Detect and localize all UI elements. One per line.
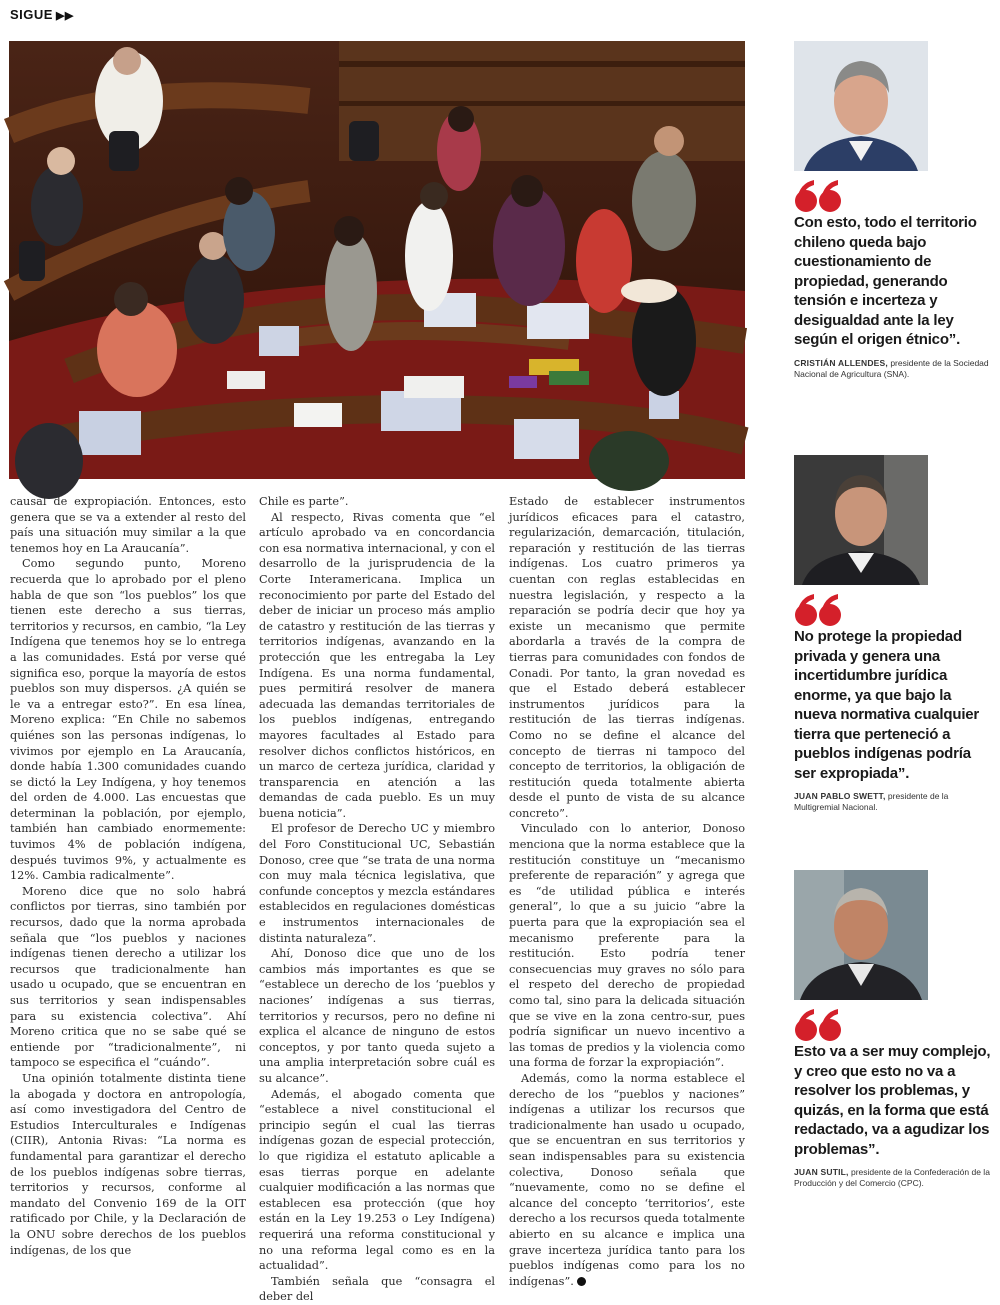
paragraph: Además, el abogado comenta que “establece a nivel constitucional el principio según el cual las tierras indígenas gozan de especial protección, lo que rigidiza el estatuto aplicable a esas tierras porque en adelante cualquier modificación a las normas que establecen esa protección (que hoy están en la Ley 19.253 o Ley Indígena) requerirá una reforma constitucional y no una reforma legal como es en la actualidad”.	[259, 1087, 495, 1273]
quote-attribution	[794, 791, 994, 813]
paragraph: También señala que “consagra el deber del	[259, 1274, 495, 1304]
continued-label	[10, 7, 74, 22]
quote-text: Esto va a ser muy complejo, y creo que esto no va a resolver los problemas, y quizás, en la forma que está redactado, va a agudizar los problemas”.	[794, 1043, 991, 1158]
paragraph: Vinculado con lo anterior, Donoso menciona que la norma establece que la restitución constituye un “mecanismo preferente de reparación” y agrega que es “de utilidad pública e interés general”, lo que a su juicio “abre la puerta para que la expropiación sea el mecanismo preferente para la restitución. Esto podría tener consecuencias muy graves no sólo para el respeto del derecho de propiedad como tal, sino para la delicada situación que se vive en la zona centro-sur, pues podría significar un nuevo incentivo a las tomas de predios y la violencia como una forma de forzar la expropiación”.	[509, 822, 745, 1070]
quote-allendes	[794, 41, 994, 380]
quote-swett	[794, 455, 994, 813]
sigue-text: SIGUE	[10, 7, 53, 22]
paragraph: Chile es parte”.	[259, 495, 349, 508]
paragraph: Estado de establecer instrumentos jurídicos eficaces para el catastro, regularización, demarcación, titulación, reparación y restitución de las tierras indígenas. Los cuatro primeros ya cuentan con reglas establecidas en nuestra legislación, y respecto a la reparación se podría decir que hoy ya existe un mecanismo que permite abordarla a través de la compra de tierras para comunidades con fondos de Conadi. Por tanto, la gran novedad es que el Estado deberá establecer instrumentos jurídicos para la restitución de las tierras indígenas. Como no se define el alcance del concepto de tierras ni tampoco del concepto de territorios, la obligación de restitución queda totalmente abierta desde el punto de vista de su alcance concreto”.	[509, 495, 745, 820]
article-column-2	[259, 494, 495, 1305]
quote-author-role: presidente de la Multigremial Nacional.	[794, 791, 949, 812]
quote-author-role: presidente de la Confederación de la Producción y del Comercio (CPC).	[794, 1167, 990, 1188]
portrait-juan-pablo-swett	[794, 455, 928, 585]
portrait-illustration	[794, 41, 928, 171]
quote-mark-icon	[794, 1008, 994, 1042]
paragraph: Una opinión totalmente distinta tiene la abogada y doctora en antropología, así como investigadora del Centro de Estudios Interculturales e Indígenas (CIIR), Antonia Rivas: “La norma es fundamental para garantizar el derecho de los pueblos indígenas sobre tierras, territorios y recursos, conforme al mandato del Convenio 169 de la OIT ratificado por Chile, y la Declaración de la ONU sobre derechos de los pueblos indígenas, de los que	[10, 1071, 246, 1257]
congress-chamber-photo	[9, 41, 745, 479]
continue-arrows-icon: ▶▶	[55, 10, 74, 22]
paragraph: El profesor de Derecho UC y miembro del Foro Constitucional UC, Sebastián Donoso, cree que “se trata de una norma con muy mala técnica legislativa, que confunde conceptos y mezcla estándares establecidos en regulaciones domésticas e instrumentos internacionales de distinta naturaleza”.	[259, 822, 495, 945]
article-column-3	[509, 494, 745, 1289]
quote-attribution	[794, 358, 994, 380]
quote-author: JUAN PABLO SWETT,	[794, 791, 886, 801]
quote-attribution	[794, 1167, 994, 1189]
portrait-illustration	[794, 870, 928, 1000]
quote-sutil	[794, 870, 994, 1189]
portrait-cristian-allendes	[794, 41, 928, 171]
paragraph: Al respecto, Rivas comenta que “el artículo aprobado va en concordancia con esa normativa internacional, y con el desarrollo de la jurisprudencia de la Corte Interamericana. Implica un reconocimiento por parte del Estado del deber de iniciar un proceso más amplio de catastro y restitución de las tierras y territorios indígenas, avanzando en la protección que les entregaba la Ley Indígena. Es una norma fundamental, pues permitirá resolver de manera adecuada las demandas territoriales de los pueblos indígenas, entregando mayores facultades al Estado para resolver dichos conflictos históricos, en un marco de certeza jurídica, claridad y transparencia en atención a las demandas de cada pueblo. Es un muy buena noticia”.	[259, 510, 495, 820]
quote-author: JUAN SUTIL,	[794, 1167, 849, 1177]
end-of-article-icon	[577, 1277, 586, 1286]
quote-author-role: presidente de la Sociedad Nacional de Agricultura (SNA).	[794, 357, 989, 379]
paragraph	[509, 1071, 745, 1289]
article-column-1	[10, 494, 246, 1258]
paragraph: Como segundo punto, Moreno recuerda que lo aprobado por el pleno habla de que son “los pueblos” los que tienen este derecho a sus tierras, territorios y recursos, en cambio, “la Ley Indígena que tenemos hoy se lo entrega a las comunidades. Está por verse qué significa eso, porque la mayoría de estos pueblos son muy dispersos. ¿A quién se le va a entregar esto?”. En esa línea, Moreno explica: “En Chile no sabemos quiénes son las personas indígenas, lo vivimos por ejemplo en La Araucanía, donde había 1.300 comunidades cuando se dictó la Ley Indígena, y hoy tenemos del orden de 4.000. Las encuestas que determinan la población, por ejemplo, también han cambiado enormemente: tuvimos 4% de población indígena, después tuvimos 9%, y actualmente es 12%. Cambia radicalmente”.	[10, 557, 246, 883]
photo-illustration	[9, 41, 745, 479]
portrait-juan-sutil	[794, 870, 928, 1000]
quote-mark-icon	[794, 179, 994, 213]
quote-text: Con esto, todo el territorio chileno queda bajo cuestionamiento de propiedad, generando tensión e incerteza y desigualdad ante la ley según el origen étnico”.	[794, 214, 977, 348]
quote-text: No protege la propiedad privada y genera una incertidumbre jurídica enorme, ya que bajo la nueva normativa cualquier tierra que perteneció a pueblos indígenas podría ser expropiada”.	[794, 628, 980, 782]
paragraph: causal de expropiación. Entonces, esto genera que se va a extender al resto del país una situación muy similar a la que tenemos hoy en La Araucanía”.	[10, 495, 246, 555]
quote-author: CRISTIÁN ALLENDES,	[794, 357, 888, 368]
portrait-illustration	[794, 455, 928, 585]
paragraph-text: Además, como la norma establece el derecho de los “pueblos y naciones” indígenas a utilizar los recursos que tradicionalmente han usado u ocupado, que se encuentran en sus territorios y sean indispensables para su existencia colectiva, Donoso señala que “nuevamente, como no se define el alcance del concepto ‘territorios’, este derecho a los recursos queda totalmente abierto en su alcance e implica una grave incerteza jurídica tanto para los pueblos indígenas como para los no indígenas”.	[509, 1071, 745, 1288]
paragraph: Ahí, Donoso dice que uno de los cambios más importantes es que se “establece un derecho de los ‘pueblos y naciones’ indígenas a sus tierras, territorios y recursos, pero no define ni explica el alcance de ninguno de estos conceptos, y por tanto queda sujeto a una amplia interpretación sobre cuál es su alcance”.	[259, 947, 495, 1085]
quote-mark-icon	[794, 593, 994, 627]
paragraph: Moreno dice que no solo habrá conflictos por tierras, sino también por recursos, dado que la norma aprobada señala que “los pueblos y naciones indígenas tienen derecho a utilizar los recursos que tradicionalmente han usado u ocupado, que se encuentran en sus territorios y sean indispensables para su existencia colectiva”. Ahí Moreno critica que no se sabe qué se entiende por “tradicionalmente”, ni tampoco se especifica el “cuándo”.	[10, 884, 246, 1070]
